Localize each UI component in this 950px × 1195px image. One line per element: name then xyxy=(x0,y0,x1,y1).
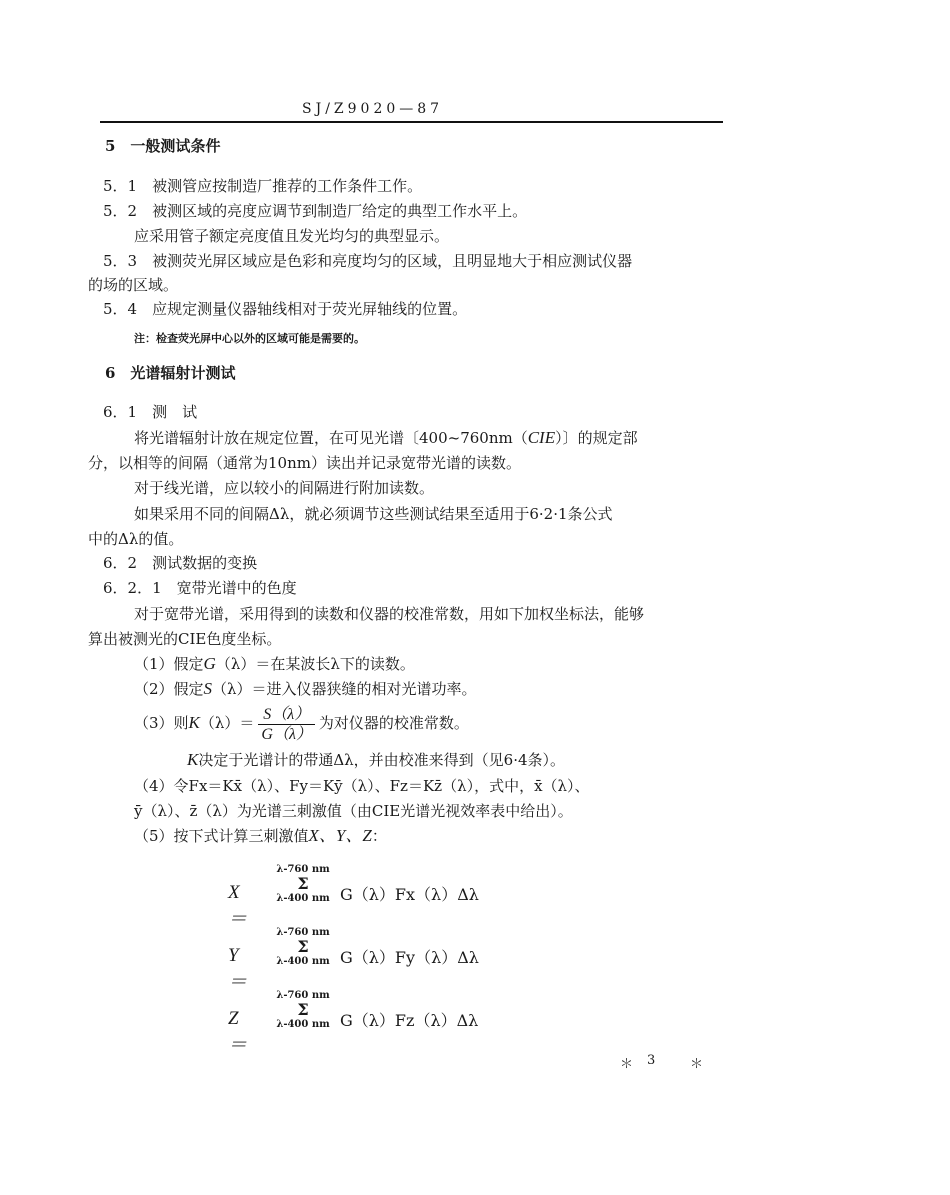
step-3 xyxy=(134,703,469,744)
clause-6-2-title: 6．2 测试数据的变换 xyxy=(103,554,258,572)
text-run: （λ）＝进入仪器狭缝的相对光谱功率。 xyxy=(212,680,477,698)
page-mark-left: ＊ xyxy=(620,1057,634,1072)
clause-5-3: 5．3 被测荧光屏区域应是色彩和亮度均匀的区域，且明显地大于相应测试仪器 xyxy=(103,252,633,270)
var-s: S xyxy=(203,679,213,698)
section-6-heading: 6 光谱辐射计测试 xyxy=(105,364,236,382)
fraction-numerator: S（λ） xyxy=(258,705,315,725)
text-run: 将光谱辐射计放在规定位置，在可见光谱〔400~760nm（ xyxy=(134,429,528,447)
summation xyxy=(268,988,338,1032)
formula-rhs: G（λ）Fz（λ）Δλ xyxy=(340,1011,479,1030)
formula-rhs: G（λ）Fy（λ）Δλ xyxy=(340,948,479,967)
sum-lower-limit: λ-400 nm xyxy=(276,893,330,904)
sigma-symbol: Σ xyxy=(297,937,309,956)
page-mark-right: ＊ xyxy=(690,1057,704,1072)
formula-rhs: G（λ）Fx（λ）Δλ xyxy=(340,885,479,904)
step-1 xyxy=(134,654,415,674)
text-run: 决定于光谱计的带通Δλ，并由校准来得到（见6·4条）。 xyxy=(198,751,566,769)
text-run: 为对仪器的校准常数。 xyxy=(318,714,469,732)
sum-upper-limit: λ-760 nm xyxy=(276,927,330,938)
text-run: （2）假定 xyxy=(134,680,204,698)
text-run: （λ）＝在某波长λ下的读数。 xyxy=(215,655,415,673)
var-g: G xyxy=(203,654,216,673)
formula-lhs: Y＝ xyxy=(228,945,248,993)
page-number: 3 xyxy=(647,1053,656,1068)
sigma-symbol: Σ xyxy=(297,1000,309,1019)
section-5-heading: 5 一般测试条件 xyxy=(105,137,221,155)
clause-6-1-para-1 xyxy=(134,428,638,448)
sigma-symbol: Σ xyxy=(297,874,309,893)
sum-upper-limit: λ-760 nm xyxy=(276,864,330,875)
text-run: ： xyxy=(371,827,387,845)
text-run: （5）按下式计算三刺激值 xyxy=(134,827,309,845)
note-5: 注：检查荧光屏中心以外的区域可能是需要的。 xyxy=(134,332,365,345)
sum-lower-limit: λ-400 nm xyxy=(276,956,330,967)
step-3-note xyxy=(187,750,565,770)
clause-5-4: 5．4 应规定测量仪器轴线相对于荧光屏轴线的位置。 xyxy=(103,300,468,318)
calibration-fraction xyxy=(258,705,315,744)
clause-5-3-continued: 的场的区域。 xyxy=(88,276,179,294)
sum-upper-limit: λ-760 nm xyxy=(276,990,330,1001)
text-run: （3）则 xyxy=(134,714,189,732)
header-rule xyxy=(100,121,723,123)
formula-lhs: Z＝ xyxy=(228,1008,248,1056)
clause-6-2-1-para-continued: 算出被测光的CIE色度坐标。 xyxy=(88,630,282,648)
fraction-denominator: G（λ） xyxy=(261,725,312,743)
text-run: （λ）＝ xyxy=(199,714,255,732)
step-5 xyxy=(134,826,387,846)
var-k: K xyxy=(187,750,199,769)
clause-5-2-continued: 应采用管子额定亮度值且发光均匀的典型显示。 xyxy=(134,227,450,245)
clause-6-2-1-title: 6．2．1 宽带光谱中的色度 xyxy=(103,579,297,597)
text-run: （1）假定 xyxy=(134,655,204,673)
clause-6-1-para-2: 对于线光谱，应以较小的间隔进行附加读数。 xyxy=(134,479,435,497)
step-2 xyxy=(134,679,477,699)
clause-6-1-para-1-continued: 分，以相等的间隔（通常为10nm）读出并记录宽带光谱的读数。 xyxy=(88,454,521,472)
var-k: K xyxy=(188,713,200,732)
step-4: （4）令Fx＝Kx̄（λ）、Fy＝Kȳ（λ）、Fz＝Kz̄（λ），式中，x̄（λ）、 xyxy=(134,777,590,795)
formula-lhs: X＝ xyxy=(228,882,248,930)
step-4-continued: ȳ（λ）、z̄（λ）为光谱三刺激值（由CIE光谱光视效率表中给出）。 xyxy=(134,802,573,820)
summation xyxy=(268,862,338,906)
clause-6-1-title: 6．1 测 试 xyxy=(103,403,198,421)
sum-lower-limit: λ-400 nm xyxy=(276,1019,330,1030)
tristimulus-vars: X、Y、Z xyxy=(308,826,372,845)
clause-5-2: 5．2 被测区域的亮度应调节到制造厂给定的典型工作水平上。 xyxy=(103,202,528,220)
clause-5-1: 5．1 被测管应按制造厂推荐的工作条件工作。 xyxy=(103,177,423,195)
doc-code-header: SJ/Z9020—87 xyxy=(302,101,444,117)
summation xyxy=(268,925,338,969)
clause-6-1-para-3: 如果采用不同的间隔Δλ，就必须调节这些测试结果至适用于6·2·1条公式 xyxy=(134,505,613,523)
cie-abbr: CIE xyxy=(527,428,556,447)
clause-6-2-1-para: 对于宽带光谱，采用得到的读数和仪器的校准常数，用如下加权坐标法，能够 xyxy=(134,605,645,623)
clause-6-1-para-3-continued: 中的Δλ的值。 xyxy=(88,530,184,548)
text-run: ）〕的规定部 xyxy=(555,429,638,447)
